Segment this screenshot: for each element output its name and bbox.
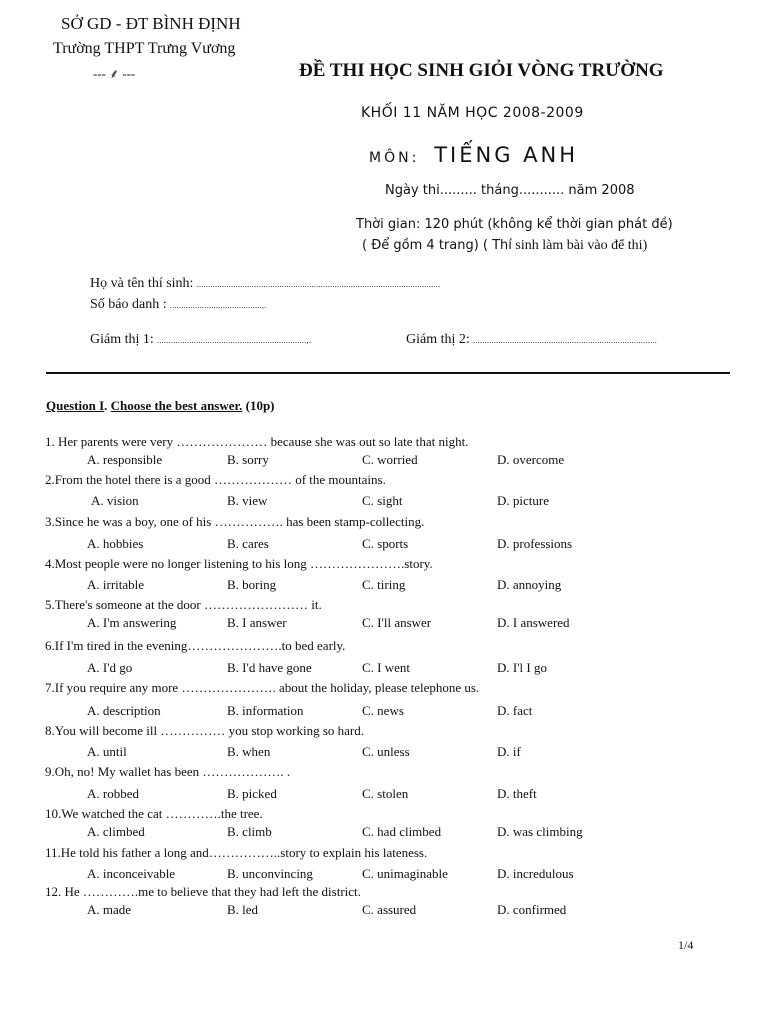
answer-option: A. hobbies — [87, 536, 144, 551]
header-divider — [46, 372, 730, 374]
exam-date: Ngày thi......... tháng........... năm 2008 — [385, 183, 635, 198]
answer-option: D. confirmed — [497, 902, 567, 917]
question-stem: 7.If you require any more …………………. about the holiday, please telephone us. — [45, 680, 480, 695]
answer-option: D. professions — [497, 536, 573, 551]
section-heading — [46, 398, 275, 414]
page-number: 1/4 — [678, 938, 694, 952]
header-ornament: --- ⸙ --- — [93, 66, 136, 81]
answer-option: A. responsible — [87, 452, 163, 467]
answer-option: A. I'd go — [87, 660, 133, 675]
answer-option: B. climb — [227, 824, 272, 839]
answer-option: D. incredulous — [497, 866, 574, 881]
answer-option: C. unimaginable — [362, 866, 448, 881]
section-points: (10p) — [242, 398, 275, 413]
answer-option: C. stolen — [362, 786, 409, 801]
answer-option: B. picked — [227, 786, 277, 801]
answer-option: A. made — [87, 902, 132, 917]
answer-option: D. if — [497, 744, 521, 759]
answer-option: D. was climbing — [497, 824, 583, 839]
section-label: Question I — [46, 398, 105, 413]
department-name: SỞ GD - ĐT BÌNH ĐỊNH — [61, 14, 241, 33]
answer-option: A. climbed — [87, 824, 145, 839]
question-stem: 8.You will become ill …………… you stop working so hard. — [45, 723, 364, 738]
question-stem: 10.We watched the cat ………….the tree. — [45, 806, 263, 821]
answer-option: C. had climbed — [362, 824, 442, 839]
question-stem: 2.From the hotel there is a good ……………… of the mountains. — [45, 472, 386, 487]
candidate-id-field[interactable] — [90, 296, 266, 313]
subject-line — [369, 143, 578, 167]
section-instruction: Choose the best answer. — [110, 398, 243, 413]
answer-option: D. I answered — [497, 615, 570, 630]
subject-label: MÔN: — [369, 150, 420, 166]
candidate-name-label: Họ và tên thí sinh: — [90, 276, 194, 291]
answer-option: A. vision — [91, 493, 139, 508]
answer-option: C. I'll answer — [362, 615, 432, 630]
answer-option: B. I'd have gone — [227, 660, 312, 675]
answer-option: C. news — [362, 703, 404, 718]
section-separator: . — [104, 398, 111, 413]
answer-option: C. I went — [362, 660, 411, 675]
answer-option: D. fact — [497, 703, 533, 718]
answer-option: C. assured — [362, 902, 417, 917]
supervisor-2-dots: ................................................................................ — [473, 336, 658, 345]
question-stem: 5.There's someone at the door …………………… it. — [45, 597, 322, 612]
answer-option: A. description — [87, 703, 161, 718]
answer-option: A. inconceivable — [87, 866, 176, 881]
supervisor-1-field[interactable] — [90, 331, 311, 348]
answer-option: D. annoying — [497, 577, 562, 592]
answer-option: B. unconvincing — [227, 866, 313, 881]
pages-info-b: sinh làm bài vào để thi) — [511, 238, 648, 253]
answer-option: C. tiring — [362, 577, 406, 592]
answer-option: C. unless — [362, 744, 410, 759]
supervisor-1-label: Giám thị 1: — [90, 332, 154, 347]
candidate-id-dots: ........................................,. — [169, 301, 267, 310]
question-stem: 9.Oh, no! My wallet has been ………………. . — [45, 764, 291, 779]
candidate-id-label: Số báo danh : — [90, 297, 167, 312]
time-info: Thời gian: 120 phút (không kể thời gian phát đề) — [356, 217, 673, 232]
answer-option: C. sight — [362, 493, 403, 508]
answer-option: B. information — [227, 703, 304, 718]
answer-option: B. sorry — [227, 452, 269, 467]
question-stem: 3.Since he was a boy, one of his ……………. has been stamp-collecting. — [45, 514, 425, 529]
supervisor-2-label: Giám thị 2: — [406, 332, 470, 347]
answer-option: B. cares — [227, 536, 269, 551]
question-stem: 11.He told his father a long and……………..story to explain his lateness. — [45, 845, 428, 860]
exam-title: ĐỀ THI HỌC SINH GIỎI VÒNG TRƯỜNG — [299, 60, 664, 81]
answer-option: D. overcome — [497, 452, 565, 467]
pages-info — [362, 238, 647, 254]
grade-year: KHỐI 11 NĂM HỌC 2008-2009 — [361, 105, 584, 121]
answer-option: C. sports — [362, 536, 409, 551]
question-stem: 4.Most people were no longer listening to his long ………………….story. — [45, 556, 433, 571]
candidate-name-field[interactable] — [90, 275, 441, 292]
answer-option: D. picture — [497, 493, 549, 508]
question-stem: 6.If I'm tired in the evening………………….to bed early. — [45, 638, 346, 653]
subject-name: TIẾNG ANH — [434, 143, 579, 167]
candidate-name-dots: .......................................................................................................... — [196, 280, 441, 289]
answer-option: A. until — [87, 744, 127, 759]
answer-option: B. boring — [227, 577, 277, 592]
school-name: Trường THPT Trưng Vương — [53, 40, 236, 57]
answer-option: D. theft — [497, 786, 537, 801]
answer-option: C. worried — [362, 452, 418, 467]
answer-option: B. I answer — [227, 615, 287, 630]
question-stem: 1. Her parents were very ………………… because she was out so late that night. — [45, 434, 469, 449]
supervisor-1-dots: .................................................................,. — [157, 336, 312, 345]
answer-option: A. I'm answering — [87, 615, 177, 630]
supervisor-2-field[interactable] — [406, 331, 657, 348]
answer-option: D. I'l I go — [497, 660, 548, 675]
answer-option: A. robbed — [87, 786, 139, 801]
answer-option: A. irritable — [87, 577, 145, 592]
question-stem: 12. He ………….me to believe that they had left the district. — [45, 884, 361, 899]
answer-option: B. led — [227, 902, 259, 917]
pages-info-a: ( Để gồm 4 trang) ( Thí — [362, 238, 512, 253]
answer-option: B. view — [227, 493, 268, 508]
answer-option: B. when — [227, 744, 271, 759]
